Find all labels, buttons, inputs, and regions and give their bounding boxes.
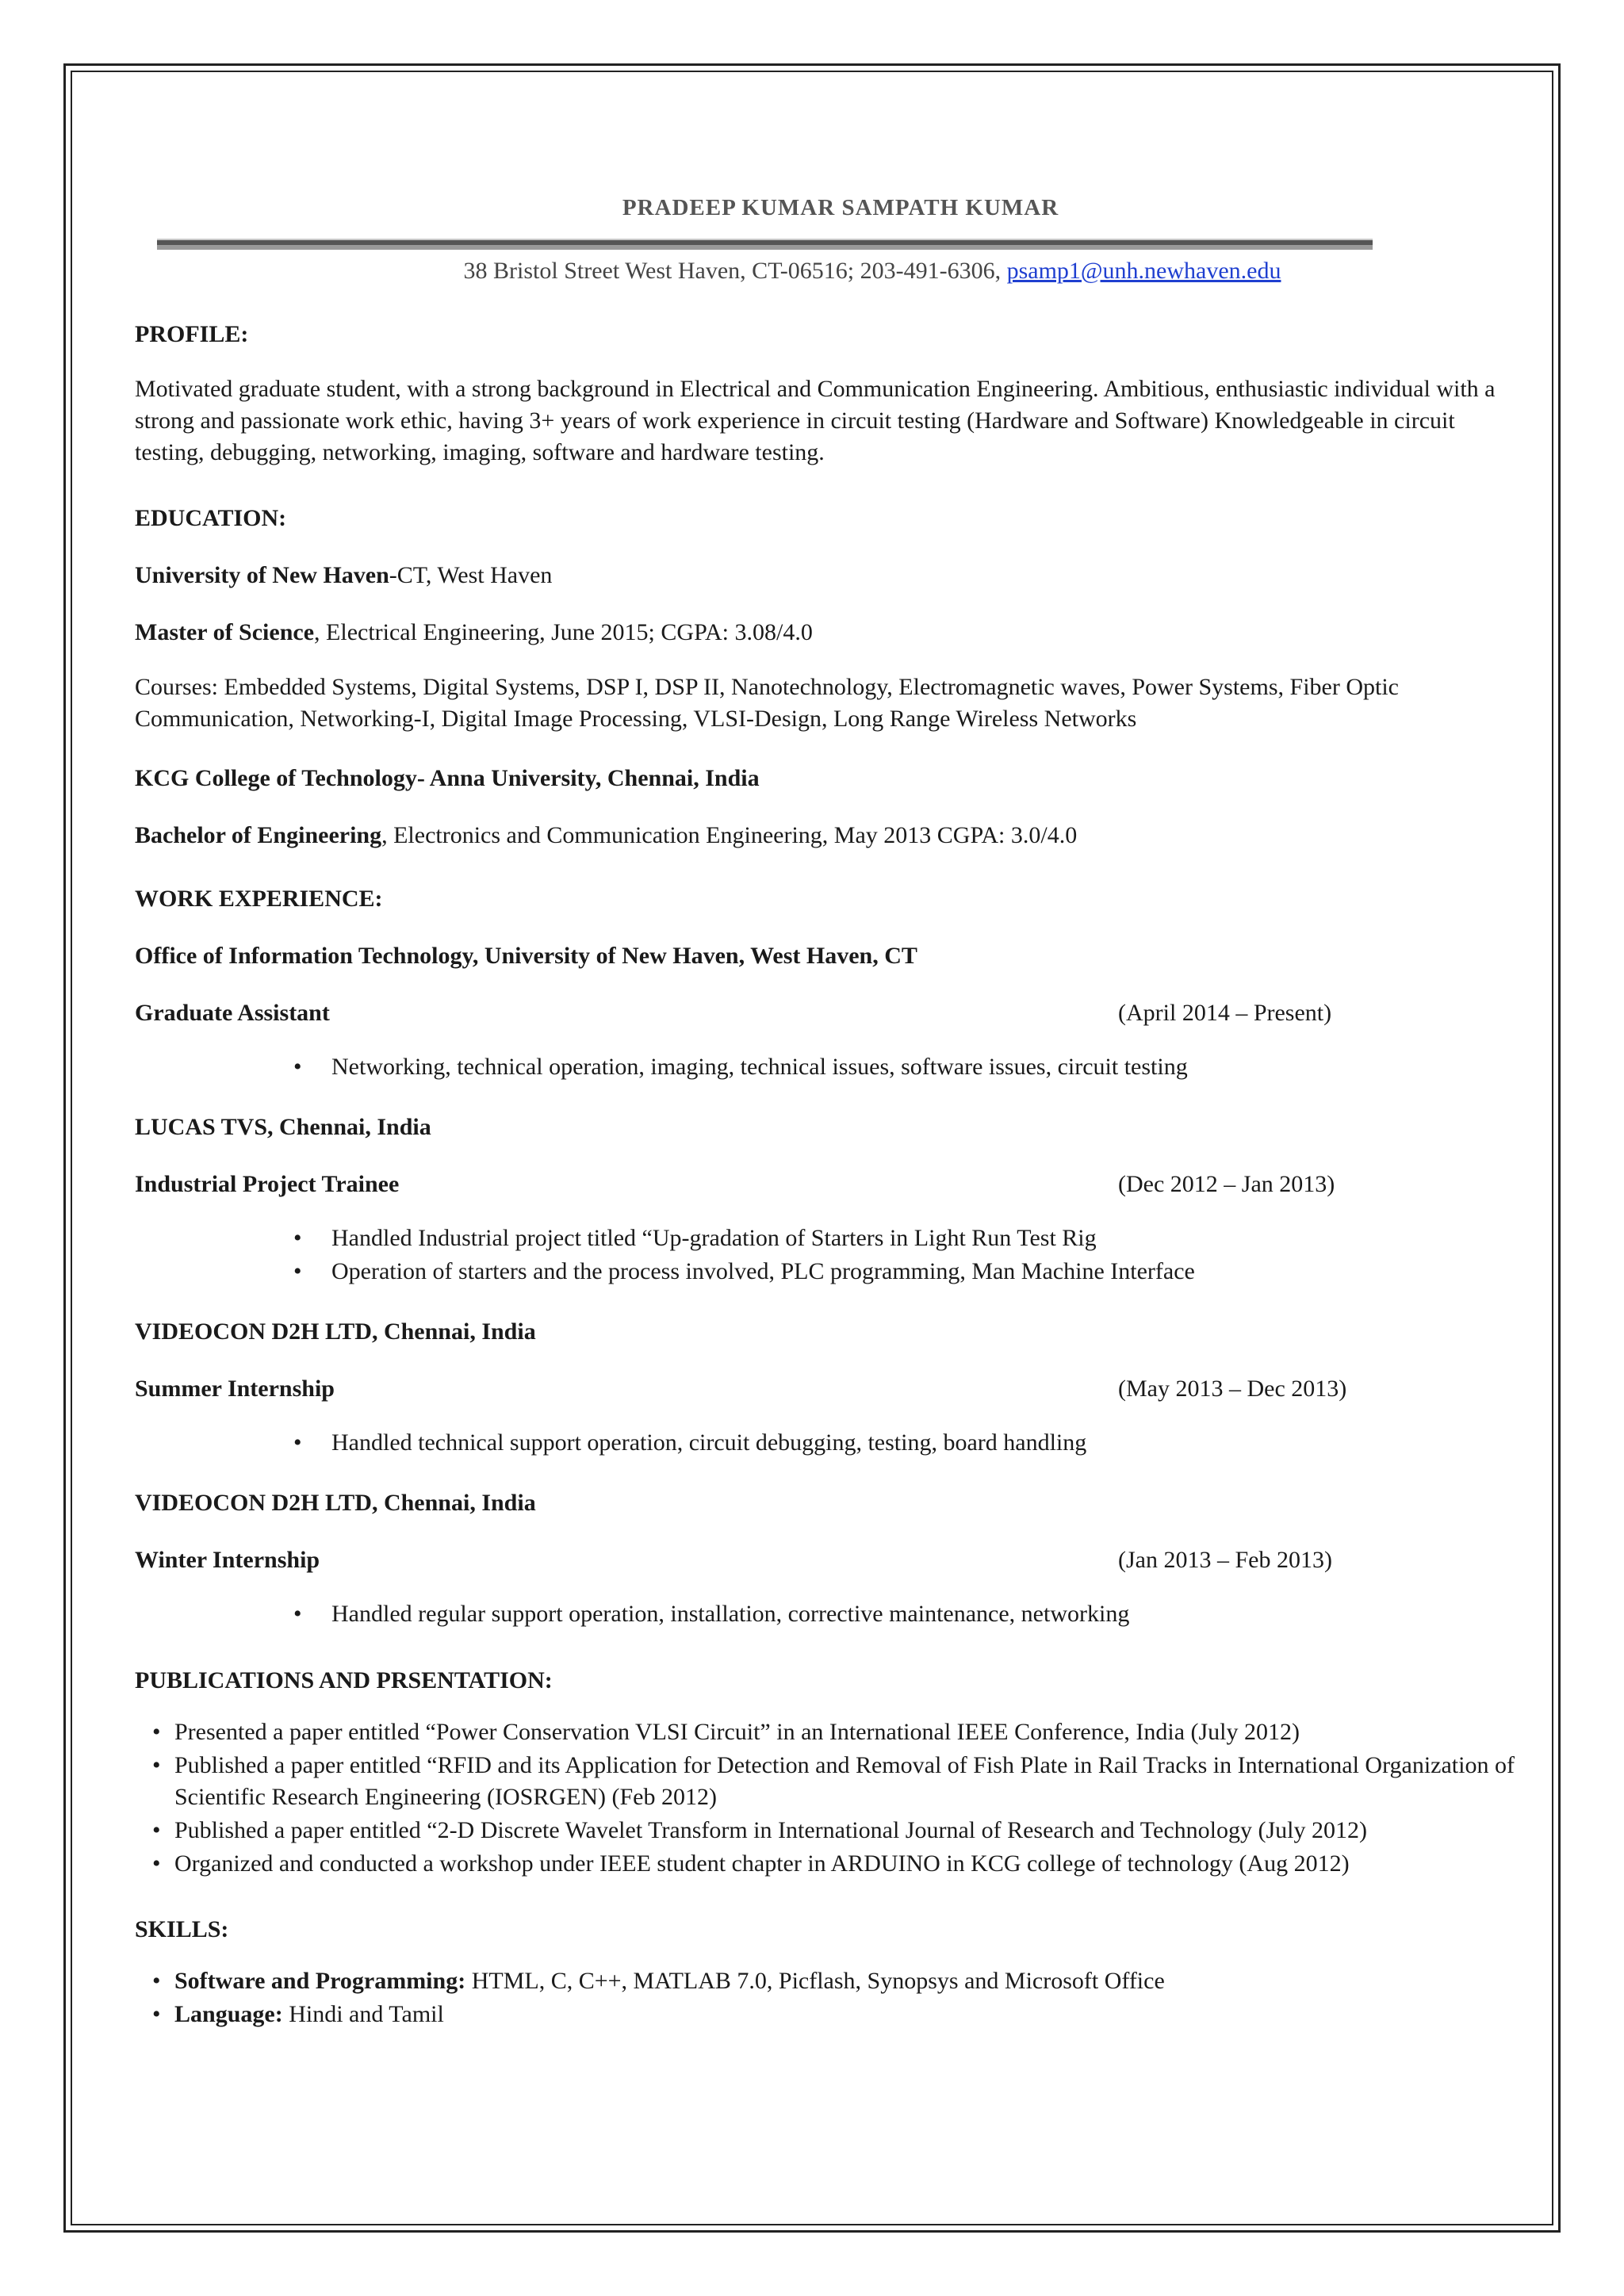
list-item — [152, 1965, 1522, 1997]
job-title: Industrial Project Trainee — [135, 1171, 400, 1197]
contact-line — [167, 258, 1578, 285]
skill-value: HTML, C, C++, MATLAB 7.0, Picflash, Synopsys and Microsoft Office — [465, 1968, 1165, 1994]
bullet-icon: • — [152, 1968, 161, 1994]
job-dates: (Dec 2012 – Jan 2013) — [1118, 1171, 1335, 1197]
list-item: • Published a paper entitled “2-D Discrete Wavelet Transform in International Journal of Research and Technology (July 2012) — [174, 1815, 1522, 1846]
be-line — [135, 822, 1522, 849]
unh-location: -CT, West Haven — [389, 562, 553, 588]
job-title: Graduate Assistant — [135, 1000, 330, 1026]
publications-heading: PUBLICATIONS AND PRSENTATION: — [135, 1667, 553, 1693]
ms-degree: Master of Science — [135, 619, 315, 645]
list-item: • Handled technical support operation, circuit debugging, testing, board handling — [331, 1426, 1522, 1460]
bullet-icon: • — [152, 1719, 161, 1745]
kcg-name: KCG College of Technology- Anna University, Chennai, India — [135, 765, 760, 791]
job-employer: VIDEOCON D2H LTD, Chennai, India — [135, 1318, 536, 1345]
list-item — [152, 1999, 1522, 2030]
bullet-icon: • — [152, 1752, 161, 1778]
job-employer: VIDEOCON D2H LTD, Chennai, India — [135, 1490, 536, 1516]
job-dates: (Jan 2013 – Feb 2013) — [1118, 1547, 1332, 1573]
skills-list — [135, 1965, 1522, 2030]
publications-list — [135, 1716, 1522, 1880]
job-title: Summer Internship — [135, 1376, 335, 1402]
be-degree: Bachelor of Engineering — [135, 822, 382, 848]
work-heading: WORK EXPERIENCE: — [135, 886, 383, 912]
job-title-row — [135, 1376, 1522, 1402]
list-item: • Organized and conducted a workshop under IEEE student chapter in ARDUINO in KCG college of technology (Aug 2012) — [174, 1848, 1522, 1880]
courses-text: Courses: Embedded Systems, Digital Systems, DSP I, DSP II, Nanotechnology, Electromagnetic waves, Power Systems, Fiber Optic Communication, Networking-I, Digital Image Processing, VLSI-Design, Long Range Wireless Networks — [135, 674, 1399, 732]
bullet-icon: • — [152, 2001, 161, 2027]
job-title: Winter Internship — [135, 1547, 320, 1573]
education-heading: EDUCATION: — [135, 505, 287, 531]
job-bullets — [135, 1426, 1522, 1460]
job-dates: (April 2014 – Present) — [1118, 1000, 1332, 1026]
job-employer: LUCAS TVS, Chennai, India — [135, 1114, 431, 1140]
ms-line — [135, 619, 1522, 646]
list-item: • Handled regular support operation, installation, corrective maintenance, networking — [331, 1598, 1522, 1631]
bullet-icon: • — [293, 1225, 302, 1251]
unh-name: University of New Haven — [135, 562, 389, 588]
job-title-row — [135, 1171, 1522, 1198]
job-bullets — [135, 1598, 1522, 1631]
bullet-icon: • — [293, 1054, 302, 1080]
job-employer: Office of Information Technology, University of New Haven, West Haven, CT — [135, 943, 917, 969]
profile-text: Motivated graduate student, with a strong background in Electrical and Communication Engineering. Ambitious, enthusiastic individual with a strong and passionate work ethic, having 3+ years of work experience in circuit testing (Hardware and Software) Knowledgeable in circuit testing, debugging, networking, imaging, software and hardware testing. — [135, 376, 1496, 465]
job-bullets — [135, 1050, 1522, 1084]
resume-document — [135, 195, 1522, 2032]
bullet-icon: • — [293, 1258, 302, 1284]
job-bullets — [135, 1222, 1522, 1288]
skill-label: Language: — [174, 2001, 283, 2027]
contact-address-phone: 38 Bristol Street West Haven, CT-06516; 203-491-6306, — [463, 258, 1007, 284]
bullet-icon: • — [152, 1850, 161, 1877]
list-item: • Operation of starters and the process involved, PLC programming, Man Machine Interface — [331, 1255, 1522, 1288]
email-link[interactable]: psamp1@unh.newhaven.edu — [1006, 258, 1281, 284]
list-item: • Presented a paper entitled “Power Conservation VLSI Circuit” in an International IEEE Conference, India (July 2012) — [174, 1716, 1522, 1748]
list-item: • Handled Industrial project titled “Up-gradation of Starters in Light Run Test Rig — [331, 1222, 1522, 1255]
skills-heading: SKILLS: — [135, 1916, 229, 1942]
unh-line — [135, 562, 1522, 589]
bullet-icon: • — [152, 1817, 161, 1843]
skill-value: Hindi and Tamil — [282, 2001, 444, 2027]
list-item: • Published a paper entitled “RFID and its Application for Detection and Removal of Fish Plate in Rail Tracks in International Organization of Scientific Research Engineering (IOSRGEN) (Feb 2012) — [174, 1750, 1522, 1813]
be-details: , Electronics and Communication Engineering, May 2013 CGPA: 3.0/4.0 — [381, 822, 1078, 848]
bullet-icon: • — [293, 1429, 302, 1456]
ms-details: , Electrical Engineering, June 2015; CGPA: 3.08/4.0 — [314, 619, 813, 645]
skill-label: Software and Programming: — [174, 1968, 466, 1994]
profile-heading: PROFILE: — [135, 321, 249, 347]
list-item: • Networking, technical operation, imaging, technical issues, software issues, circuit testing — [331, 1050, 1522, 1084]
bullet-icon: • — [293, 1601, 302, 1627]
job-dates: (May 2013 – Dec 2013) — [1118, 1376, 1347, 1402]
job-title-row — [135, 1547, 1522, 1574]
candidate-name: PRADEEP KUMAR SAMPATH KUMAR — [622, 195, 1059, 220]
job-title-row — [135, 1000, 1522, 1027]
header-divider — [157, 239, 1373, 250]
